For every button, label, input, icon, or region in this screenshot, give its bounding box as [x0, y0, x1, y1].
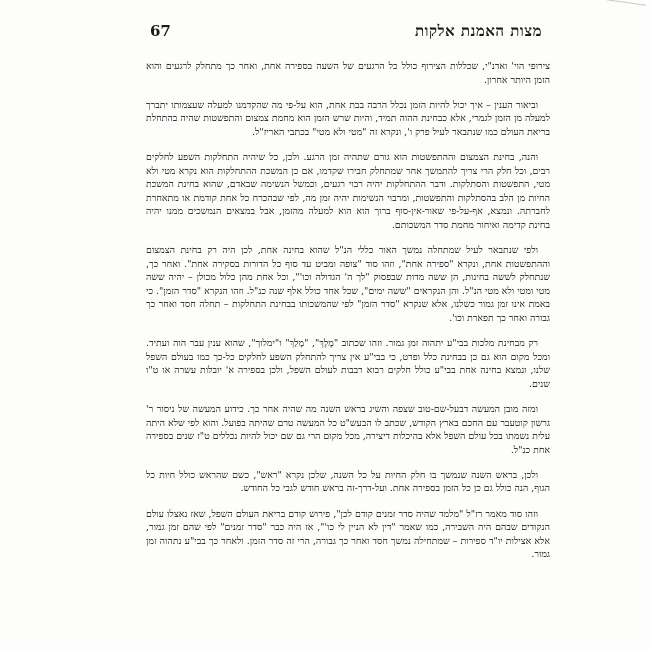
body-text: [146, 60, 550, 573]
running-title: מצות האמנת אלקות: [414, 22, 542, 40]
page-header: [150, 22, 542, 46]
paragraph: צירופי הוי' ואדנ"י, שכללות הצירוף כולל כל הרגעים של השעה בספירה אחת, ואחר כך מתחלק לרגעים והוא הזמן היותר אחרון.: [146, 61, 550, 86]
paragraph: ולפי שנתבאר לעיל שמתחלה נמשך האור כללי הנ"ל שהוא בחינה אחת, לכן היה רק בחינת הצמצום וההתפשטות אחת, ונקרא "ספירה אחת", וזהו סוד "צופה ומביט עד סוף כל הדורות בסקירה אחת". ואחר כך, שנתחלק לששה בחינות, הן ששה מדות שבפסוק "לך ה' הגדולה וכו'", וכל אחת מהן כלול מכולן – יהיה ששה מטי ומטי ולא מטי הנ"ל. והן הנקראים "ששה ימים", שכל אחד כולל אלף שנה כנ"ל. וזהו הנקרא "סדר הזמן". כי באמת אינו זמן גמור כשלנו, אלא שנקרא "סדר הזמן" לפי שהמשכותו בבחינת התחלקות – תחלה חסד ואחר כך גבורה ואחר כך תפארת וכו'.: [146, 245, 550, 324]
paragraph: ומזה מובן המעשה דבעל-שם-טוב שצפה והשיג בראש השנה מה שהיה אחר כך. כידוע המעשה של ניסור ר' גרשון קוטעבר עם החכם בארץ הקודש, שכתב לו הבעש"ט כל המעשה טרם שהיתה בפועל. והוא לפי שלא היתה עלית נשמתו בכל עולם השפל אלא בהיכלות דיצירה, מכל מקום הרי גם שם יכול להיות נכללים ט"ז שנים בספירה אחת כנ"ל.: [146, 403, 550, 456]
page-number: 67: [150, 22, 171, 40]
paragraph: רק מבחינת מלכות בבי"ע יתהוה זמן גמור. וזהו שכתוב "מֶלֶךְ", "מָלַךְ" ו"ימלוך", שהוא ענין עבר הוה ועתיד. ומכל מקום הוא גם כן בבחינת כלל ופרט, כי בבי"ע אין צריך להתחלק השפע לחלקים כל-כך כמו בעולם השפל שלנו, ונמצא בחינה אחת בבי"ע כולל חלקים רבוא רבבות לעולם השפל, ולכן בספירה א' יובלות עשרה או ט"ו שנים.: [146, 338, 550, 390]
paragraph: והנה, בחינת הצמצום וההתפשטות הוא גורם שתהיה זמן הרגע. ולכן, כל שיהיה התחלקות השפע לחלקים רבים, וכל חלק הרי צריך להתמשך אחר שמתחלק חבירו שקדמו, אם כן המשכת ההתחלקות הוא נקרא מטי ולא מטי, התפשטות והסתלקות. ודבר ההתחלקות יהיה רבוי רגעים, וכמשל הנשימה שבאדם, שהוא בחינת המשכת החיות מן הלב בהסתלקות והתפשטות, ומרבוי הנשימות יהיה זמן מה, לפי שבהכרח כל אחת קודמת או מתאחרת לחברתה. ונמצא, אף-על-פי שאור-אין-סוף ברוך הוא הוא למעלה מהזמן, אבל במצאים הנמשכים ממנו יהיה בחינת קדימה ואיחור מחמת סדר המשכותם.: [146, 151, 550, 231]
paragraph: וזהו סוד מאמר רז"ל "מלמד שהיה סדר זמנים קודם לכן", פירוש קודם בריאת העולם השפל, שאז נאצלו עולם הנקודים שבהם היה השבירה, כמו שאמר "דין לא הניין לי כו'", אז היה כבר "סדר זמנים" לפי שהם זמן גמור, אלא אצילות יו"ד ספירות – שמתחילה נמשך חסד ואחר כך גבורה, הרי זה סדר הזמן. ולאחר כך בבי"ע נתהוה זמן גמור.: [146, 508, 550, 561]
paragraph: ולכן, בראש השנה שנמשך בו חלק החיות על כל השנה, שלכן נקרא "ראש", כשם שהראש כולל חיות כל הגוף, הנה כולל גם כן כל הזמן בספירה אחת. ועל-דרך-זה בראש חודש לגבי כל החודש.: [146, 469, 550, 495]
corner-pencil-mark: [606, 0, 646, 10]
paragraph: וביאור הענין – איך יכול להיות הזמן נכלל הרבה בבת אחת, הוא על-פי מה שהקדמנו למעלה שעצמותו יתברך למעלה מן הזמן לגמרי, אלא כבחינת ההוה תמיד, והיות שרש הזמן הוא מחמת צמצום והתפשטות שהיה בהתחלת בריאת העולם כמו שנתבאר לעיל פרק ו', ונקרא זה "מטי ולא מטי" בכתבי האריז"ל.: [146, 99, 550, 138]
